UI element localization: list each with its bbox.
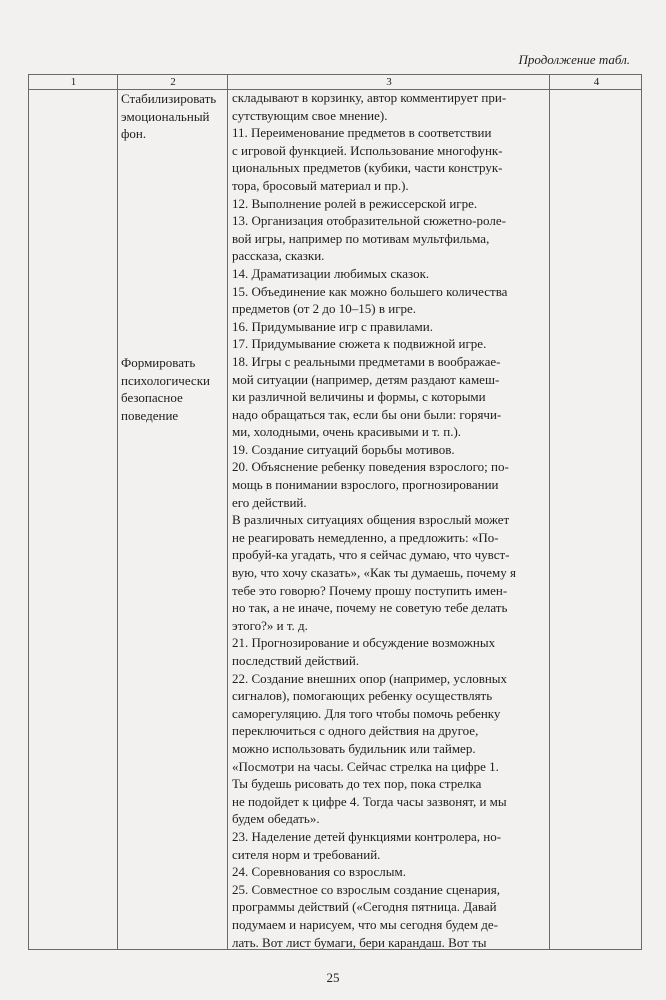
method-text-line: вую, что хочу сказать», «Как ты думаешь, почему я [232, 565, 516, 581]
method-text-line: 17. Придумывание сюжета к подвижной игре. [232, 336, 487, 352]
header-col-4: 4 [593, 76, 600, 88]
method-text-line: 14. Драматизации любимых сказок. [232, 265, 430, 281]
method-text-line: подумаем и нарисуем, что мы сегодня будем де- [232, 916, 499, 932]
method-text-line: тебе это говорю? Почему прошу поступить имен- [232, 582, 508, 598]
method-text-line: с игровой функцией. Использование многофунк- [232, 142, 503, 158]
method-text-line: 24. Соревнования со взрослым. [232, 864, 407, 880]
method-text-line: мой ситуации (например, детям раздают камеш- [232, 371, 500, 387]
method-text-line: лать. Вот лист бумаги, бери карандаш. Вот ты [232, 934, 487, 949]
method-text-line: 25. Совместное со взрослым создание сценария, [232, 881, 500, 897]
method-text-line: последствий действий. [232, 653, 360, 668]
method-text-line: рассказа, сказки. [232, 248, 325, 264]
method-text-line: надо обращаться так, если бы они были: горячи- [232, 406, 502, 422]
method-text-line: переключиться с одного действия на другое, [232, 723, 479, 739]
header-col-1: 1 [70, 76, 77, 88]
method-text-line: будем обедать». [232, 811, 320, 827]
goal-safe-behavior: Формировать психологически безопасное поведение [121, 355, 210, 423]
column-divider [227, 75, 228, 949]
method-text-line: тора, бросовый материал и пр.). [232, 177, 409, 193]
method-text-line: Ты будешь рисовать до тех пор, пока стрелка [232, 776, 482, 792]
method-text-line: 23. Наделение детей функциями контролера, но- [232, 828, 502, 844]
method-text-line: 19. Создание ситуаций борьбы мотивов. [232, 441, 455, 457]
method-text-line: 11. Переименование предметов в соответствии [232, 125, 492, 141]
continuation-label: Продолжение табл. [518, 52, 630, 67]
method-text-line: ми, холодными, очень красивыми и т. п.). [232, 424, 462, 440]
program-table [28, 74, 642, 950]
method-text-line: предметов (от 2 до 10–15) в игре. [232, 301, 417, 317]
method-text-line: мощь в понимании взрослого, прогнозировании [232, 477, 499, 493]
method-text-line: можно использовать будильник или таймер. [232, 740, 476, 756]
goal-stabilize: Стабилизировать эмоциональный фон. [121, 91, 217, 142]
method-text-line: его действий. [232, 494, 307, 510]
header-col-2: 2 [170, 76, 176, 88]
method-text-line: В различных ситуациях общения взрослый может [232, 512, 510, 528]
method-text-line: не реагировать немедленно, а предложить: «По- [232, 529, 499, 545]
method-text-line: не подойдет к цифре 4. Тогда часы зазвонят, и мы [232, 793, 507, 809]
method-text-line: но так, а не иначе, почему не советую тебе делать [232, 600, 508, 616]
page-number: 25 [326, 970, 340, 985]
method-text-line: сутствующим свое мнение). [232, 107, 388, 123]
method-text-line: программы действий («Сегодня пятница. Давай [232, 899, 497, 915]
header-col-3: 3 [386, 76, 392, 88]
method-text-line: 21. Прогнозирование и обсуждение возможных [232, 635, 496, 651]
method-text-line: этого?» и т. д. [232, 617, 308, 633]
method-text-line: ки различной величины и формы, с которыми [232, 389, 486, 405]
method-text-line: 15. Объединение как можно большего количества [232, 283, 508, 299]
method-text-line: 13. Организация отобразительной сюжетно-роле- [232, 213, 506, 229]
method-text-line: 20. Объяснение ребенку поведения взрослого; по- [232, 459, 509, 475]
column-divider [549, 75, 550, 949]
goals-column [118, 89, 226, 949]
method-text-line: 16. Придумывание игр с правилами. [232, 318, 433, 334]
method-text-line: сигналов), помогающих ребенку осуществлять [232, 688, 493, 704]
methods-column [232, 89, 532, 949]
method-text-line: складывают в корзинку, автор комментирует при- [232, 90, 507, 105]
method-text-line: 18. Игры с реальными предметами в воображае- [232, 353, 501, 369]
method-text-line: циональных предметов (кубики, части конструк- [232, 160, 503, 176]
method-text-line: «Посмотри на часы. Сейчас стрелка на цифре 1. [232, 758, 499, 774]
method-text-line: 22. Создание внешних опор (например, условных [232, 670, 508, 686]
method-text-line: саморегуляцию. Для того чтобы помочь ребенку [232, 705, 501, 721]
method-text-line: вой игры, например по мотивам мультфильма, [232, 230, 490, 246]
method-text-line: 12. Выполнение ролей в режиссерской игре. [232, 195, 478, 211]
method-text-line: сителя норм и требований. [232, 846, 381, 862]
method-text-line: пробуй-ка угадать, что я сейчас думаю, что чувст- [232, 547, 510, 563]
